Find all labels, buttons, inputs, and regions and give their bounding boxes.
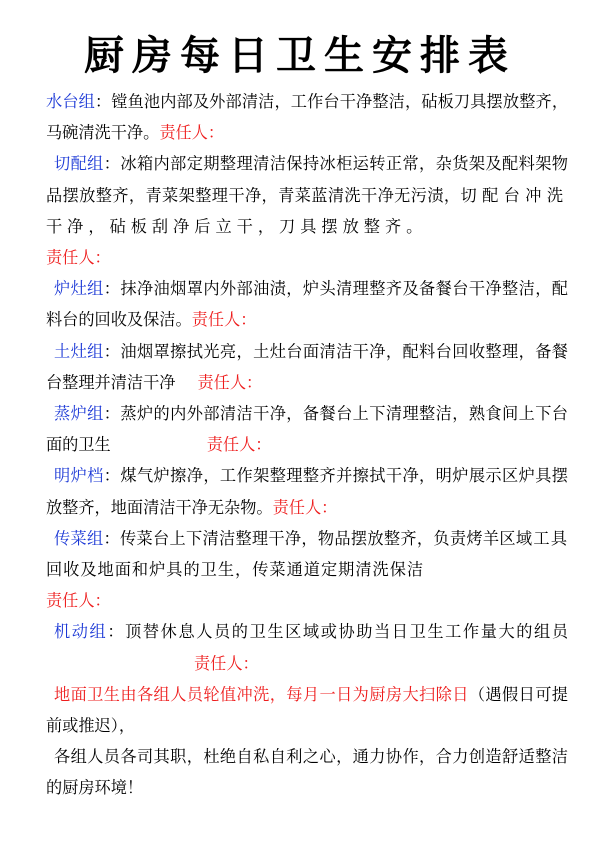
cleaning-day-notice <box>46 679 568 741</box>
responsible-label: 责任人： <box>206 435 272 455</box>
group-jidong <box>46 616 568 678</box>
group-separator: ： <box>103 154 121 174</box>
closing-statement: 各组人员各司其职，杜绝自私自利之心，通力协作，合力创造舒适整洁的厨房环境！ <box>46 747 568 798</box>
group-qiepei <box>46 148 568 273</box>
group-duty-continued: 切配台冲洗干净，砧板刮净后立干，刀具摆放整齐。 <box>46 185 569 236</box>
group-separator: ： <box>94 92 112 111</box>
group-label: 土灶组 <box>54 341 104 361</box>
notice-highlight: 地面卫生由各组人员轮值冲洗，每月一日为厨房大扫除日 <box>54 684 469 704</box>
responsible-label: 责任人： <box>272 497 338 517</box>
group-duty: 顶替休息人员的卫生区域或协助当日卫生工作量大的组员 <box>125 622 569 642</box>
group-duty: 抹净油烟罩内外部油渍，炉头清理整齐及备餐台干净整洁，配料台的回收及保洁。 <box>46 279 568 330</box>
group-label: 明炉档 <box>54 466 104 486</box>
group-duty-continued: 域工具回收及地面和炉具的卫生，传菜通道定期清洗保洁 <box>46 528 569 580</box>
responsible-label: 责任人： <box>46 591 111 611</box>
group-duty: 镗鱼池内部及外部清洁，工作台干净整洁，砧板刀具摆放整齐，马碗清洗干净。 <box>46 92 569 143</box>
group-separator: ： <box>103 528 120 548</box>
group-minglu <box>46 460 568 522</box>
group-label: 炉灶组 <box>54 279 104 299</box>
group-label: 蒸炉组 <box>54 404 104 424</box>
group-chuancai <box>46 523 568 617</box>
group-duty: 冰箱内部定期整理清洁保持冰柜运转正常，杂货架及配料架物品摆放整齐，青菜架整理干净，青菜蓝清洗干净无污渍， <box>46 154 568 205</box>
group-label: 水台组 <box>46 92 95 111</box>
group-duty: 煤气炉擦净，工作架整理整齐并擦拭干净，明炉展示区炉具摆放整齐，地面清洁干净无杂物。 <box>46 466 568 517</box>
notice-note: （遇假日可提前或推迟）， <box>46 684 568 736</box>
group-separator: ： <box>103 279 121 299</box>
group-duty: 油烟罩擦拭光亮，土灶台面清洁干净，配料台回收整理，备餐台整理并清洁干净 <box>46 341 568 392</box>
group-duty: 传菜台上下清洁整理干净，物品摆放整齐，负责烤羊区 <box>119 528 516 548</box>
group-luzao <box>46 273 568 335</box>
group-separator: ： <box>103 404 121 424</box>
responsible-label: 责任人： <box>194 653 259 673</box>
page-title: 厨房每日卫生安排表 <box>84 32 516 79</box>
schedule-body <box>46 86 568 804</box>
group-shuitai <box>46 86 568 148</box>
group-duty: 蒸炉的内外部清洁干净，备餐台上下清理整洁，熟食间上下台面的卫生 <box>46 404 568 455</box>
group-separator: ： <box>107 622 126 642</box>
responsible-label: 责任人： <box>159 123 225 143</box>
responsible-label: 责任人： <box>191 310 257 330</box>
responsible-label: 责任人： <box>197 372 263 392</box>
group-separator: ： <box>103 466 121 486</box>
group-label: 机动组 <box>54 622 108 642</box>
responsible-label: 责任人： <box>46 248 111 268</box>
group-zhenglu <box>46 398 568 460</box>
group-separator: ： <box>103 341 121 361</box>
group-label: 切配组 <box>54 154 104 174</box>
group-label: 传菜组 <box>54 528 104 548</box>
group-tuzao <box>46 336 568 398</box>
